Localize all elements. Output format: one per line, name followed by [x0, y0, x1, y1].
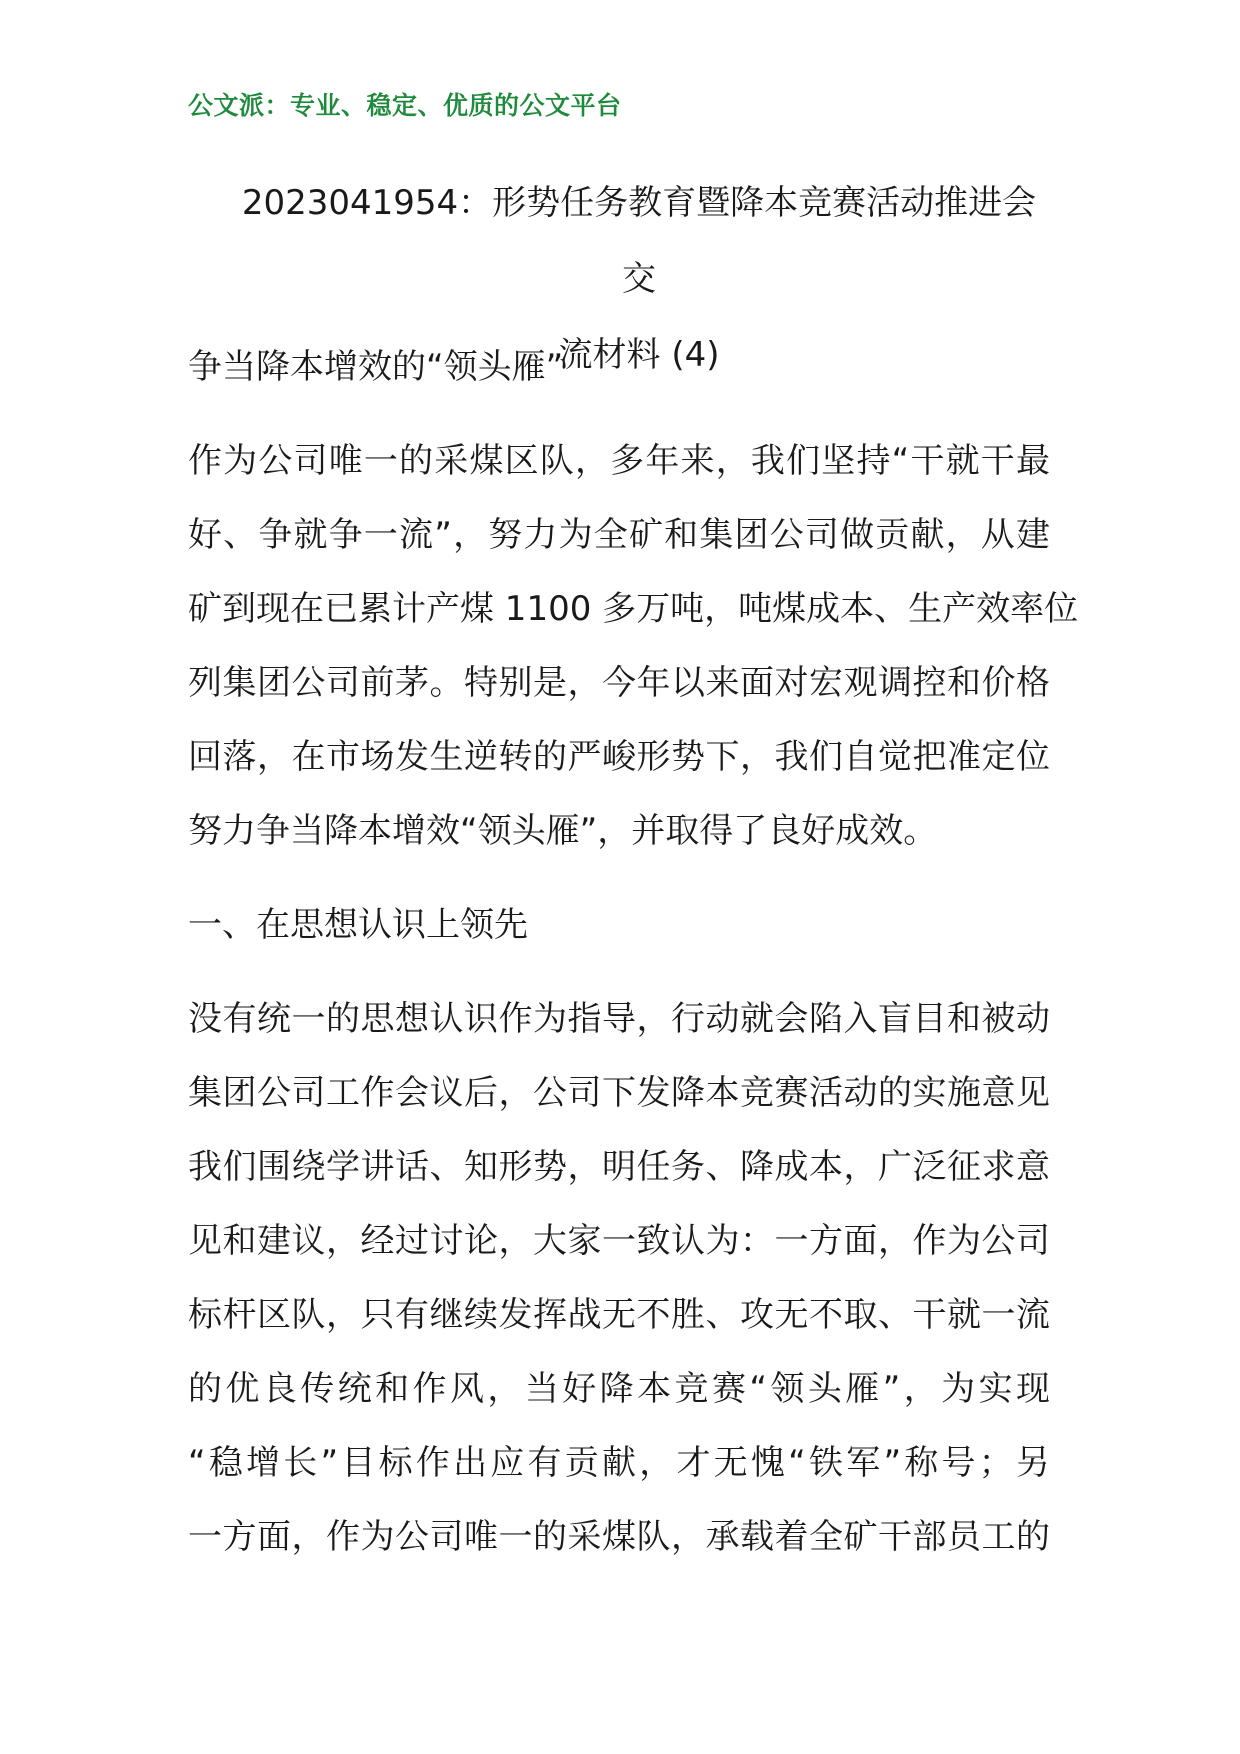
paragraph-line: 标杆区队，只有继续发挥战无不胜、攻无不取、干就一流	[188, 1295, 1050, 1335]
title-line-2: 流材料 (4)	[558, 335, 720, 375]
paragraph-line: 列集团公司前茅。特别是，今年以来面对宏观调控和价格	[188, 663, 1050, 703]
paragraph-2	[188, 982, 1050, 1574]
paragraph-line: “稳增长”目标作出应有贡献，才无愧“铁军”称号；另	[188, 1443, 1050, 1483]
paragraph-line: 好、争就争一流”，努力为全矿和集团公司做贡献，从建	[188, 515, 1050, 555]
paragraph-line: 我们围绕学讲话、知形势，明任务、降成本，广泛征求意	[188, 1147, 1050, 1187]
paragraph-line: 一方面，作为公司唯一的采煤队，承载着全矿干部员工的	[188, 1517, 1050, 1557]
paragraph-line: 见和建议，经过讨论，大家一致认为：一方面，作为公司	[188, 1221, 1050, 1261]
paragraph-1	[188, 424, 1079, 868]
paragraph-line: 作为公司唯一的采煤区队，多年来，我们坚持“干就干最	[188, 441, 1050, 481]
title-line-1: 2023041954：形势任务教育暨降本竞赛活动推进会交	[241, 183, 1037, 299]
section-heading-1: 一、在思想认识上领先	[188, 905, 528, 945]
document-subtitle: 争当降本增效的“领头雁”	[188, 347, 564, 387]
paragraph-line: 努力争当降本增效“领头雁”，并取得了良好成效。	[188, 811, 938, 851]
document-body	[188, 330, 1079, 1594]
paragraph-line: 集团公司工作会议后，公司下发降本竞赛活动的实施意见	[188, 1073, 1050, 1113]
paragraph-line: 矿到现在已累计产煤 1100 多万吨，吨煤成本、生产效率位	[188, 589, 1079, 629]
paragraph-line: 的优良传统和作风，当好降本竞赛“领头雁”，为实现	[188, 1369, 1050, 1409]
paragraph-line: 回落，在市场发生逆转的严峻形势下，我们自觉把准定位	[188, 737, 1050, 777]
paragraph-line: 没有统一的思想认识作为指导，行动就会陷入盲目和被动	[188, 999, 1050, 1039]
brand-header: 公文派：专业、稳定、优质的公文平台	[188, 91, 622, 120]
